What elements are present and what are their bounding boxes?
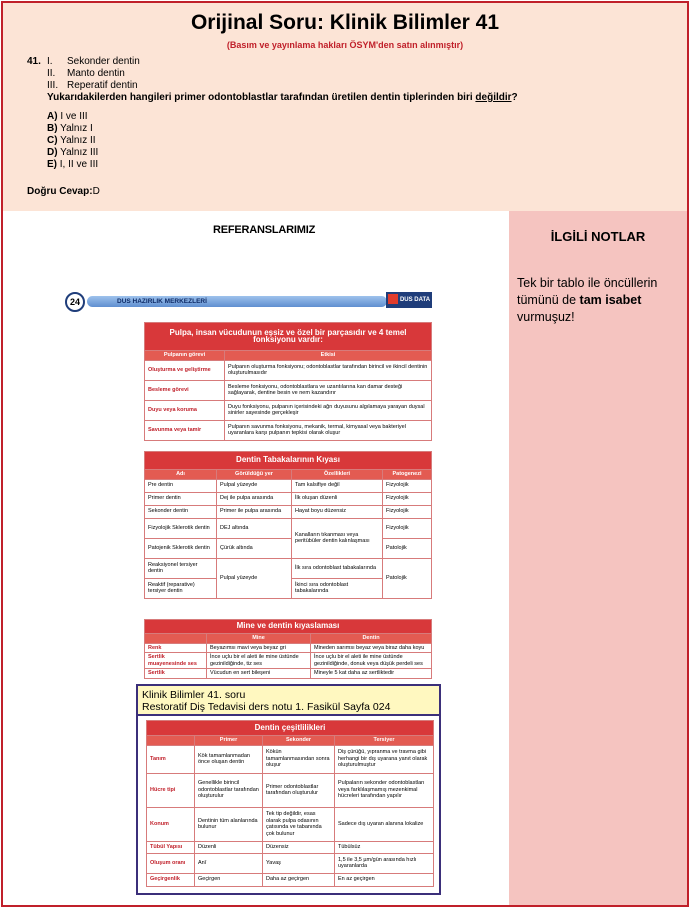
stem-text: Yukarıdakilerden hangileri primer odontoblastlar tarafından üretilen dentin tiplerinden biri (47, 92, 476, 103)
table-cell: Sekonder dentin (145, 505, 217, 518)
correct-answer (27, 186, 100, 197)
callout-header (138, 686, 439, 716)
table-cell: Geçirgen (195, 873, 263, 886)
table-cell: Mineyle 5 kat daha az sertliktedir (311, 669, 432, 679)
table-cell: Fizyolojik (383, 479, 432, 492)
pulp-functions-table (144, 322, 432, 441)
option-c (47, 135, 96, 146)
table-cell: Pulpaların sekonder odontoblastları veya farklılaşmamış mezenkimal hücreleri tarafından yapılır (335, 773, 434, 807)
callout-title: Klinik Bilimler 41. soru (142, 689, 246, 701)
table-cell: Fizyolojik (383, 518, 432, 538)
row-label: Geçirgenlik (147, 873, 195, 886)
enamel-dentin-table-wrap (144, 619, 432, 683)
table-cell: Primer ile pulpa arasında (217, 505, 292, 518)
table-cell: Fizyolojik Sklerotik dentin (145, 518, 217, 538)
notes-text (517, 275, 681, 326)
copyright-notice: (Basım ve yayınlama hakları ÖSYM'den satın alınmıştır) (226, 40, 464, 50)
option-letter: D) (47, 147, 58, 158)
banner-text: DUS HAZIRLIK MERKEZLERİ (117, 298, 207, 305)
premise-numeral: I. (47, 56, 53, 67)
table-cell: Primer dentin (145, 492, 217, 505)
row-label: Besleme görevi (145, 380, 225, 400)
table-cell: Reaksiyonel tersiyer dentin (145, 558, 217, 578)
premise-1 (47, 56, 140, 67)
table-cell: Tam kalsifiye değil (292, 479, 383, 492)
option-letter: A) (47, 111, 58, 122)
column-header (145, 634, 207, 644)
table-cell: Anî (195, 853, 263, 873)
table-cell: En az geçirgen (335, 873, 434, 886)
logo-mark-icon (388, 294, 398, 304)
table-cell: Primer odontoblastlar tarafından oluşturulur (263, 773, 335, 807)
table-cell: Diş çürüğü, yıpranma ve travma gibi herhangi bir dış uyarana yanıt olarak oluşturulmuştur (335, 745, 434, 773)
table-cell: İnce uçlu bir el aleti ile mine üstünde gezinildiğinde, tiz ses (207, 653, 311, 669)
table-title: Pulpa, insan vücudunun eşsiz ve özel bir parçasıdır ve 4 temel fonksiyonu vardır: (145, 323, 432, 351)
premise-numeral: III. (47, 80, 59, 91)
table-cell: Hayat boyu düzensiz (292, 505, 383, 518)
table-cell: Besleme fonksiyonu, odontoblastlara ve uzantılarına kan damar desteği sağlayarak, dentine besin ve nem kazandırır (225, 380, 432, 400)
column-header: Adı (145, 470, 217, 480)
book-page-number: 24 (65, 292, 85, 312)
premise-text: Sekonder dentin (67, 56, 140, 67)
option-text: I, II ve III (59, 159, 99, 170)
column-header: Pulpanın görevi (145, 351, 225, 361)
column-header: Sekonder (263, 736, 335, 746)
stem-end: ? (511, 92, 518, 103)
table-cell: Yavaş (263, 853, 335, 873)
stem-emphasis: değildir (475, 92, 512, 103)
column-header: Mine (207, 634, 311, 644)
reference-callout (136, 684, 441, 895)
row-label: Konum (147, 807, 195, 841)
table-cell: Beyazımsı mavi veya beyaz gri (207, 643, 311, 653)
table-cell: Sadece dış uyaran alanına lokalize (335, 807, 434, 841)
premise-numeral: II. (47, 68, 56, 79)
table-cell: Fizyolojik (383, 492, 432, 505)
column-header: Özellikleri (292, 470, 383, 480)
option-letter: C) (47, 135, 58, 146)
option-letter: B) (47, 123, 58, 134)
option-text: I ve III (60, 111, 88, 122)
table-cell: Pulpanın oluşturma fonksiyonu; odontoblastlar tarafından birincil ve ikincil dentinin oluşturulmasıdır (225, 360, 432, 380)
table-cell: Genellikle birincil odontoblastlar tarafından oluşturulur (195, 773, 263, 807)
column-header: Patogenezi (383, 470, 432, 480)
row-label: Sertlik muayenesinde ses (145, 653, 207, 669)
table-title: Mine ve dentin kıyaslaması (145, 620, 432, 634)
enamel-dentin-table (144, 619, 432, 679)
table-cell: Pulpal yüzeyde (217, 479, 292, 492)
notes-text-start: Tek bir tablo ile öncüllerin tümünü de (517, 276, 658, 307)
table-cell: Dej ile pulpa arasında (217, 492, 292, 505)
row-label: Oluşum oranı (147, 853, 195, 873)
page-title: Orijinal Soru: Klinik Bilimler 41 (190, 11, 500, 34)
row-label: Renk (145, 643, 207, 653)
table-title: Dentin Tabakalarının Kıyası (145, 452, 432, 470)
table-cell: İkinci sıra odontoblast tabakalarında (292, 578, 383, 598)
page-frame (1, 1, 689, 907)
option-e (47, 159, 98, 170)
answer-label: Doğru Cevap: (27, 186, 93, 197)
row-label: Sertlik (145, 669, 207, 679)
table-cell: Kanalların tıkanması veya peritübüler dentin kalınlaşması (292, 518, 383, 558)
column-header: Görüldüğü yer (217, 470, 292, 480)
question-panel (3, 3, 687, 211)
table-cell: İnce uçlu bir el aleti ile mine üstünde gezinildiğinde, donuk veya düşük perdeli ses (311, 653, 432, 669)
table-cell: Vücudun en sert bileşeni (207, 669, 311, 679)
option-d (47, 147, 98, 158)
dentin-types-table (146, 720, 434, 887)
notes-panel (509, 211, 687, 907)
notes-text-end: vurmuşuz! (517, 310, 575, 324)
table-cell: Reaktif (reparative) tersiyer dentin (145, 578, 217, 598)
table-cell: Dentinin tüm alanlarında bulunur (195, 807, 263, 841)
table-cell: Daha az geçirgen (263, 873, 335, 886)
option-b (47, 123, 93, 134)
question-number: 41. (27, 56, 41, 67)
row-label: Duyu veya koruma (145, 400, 225, 420)
table-cell: Düzenli (195, 841, 263, 853)
dentin-layers-table (144, 451, 432, 599)
column-header (147, 736, 195, 746)
premise-3 (47, 80, 138, 91)
row-label: Oluşturma ve geliştirme (145, 360, 225, 380)
row-label: Tübül Yapısı (147, 841, 195, 853)
table-cell: Kök tamamlanmadan önce oluşan dentin (195, 745, 263, 773)
table-cell: Patojenik Sklerotik dentin (145, 538, 217, 558)
option-a (47, 111, 88, 122)
logo-text: DUS DATA (399, 297, 431, 303)
callout-source: Restoratif Diş Tedavisi ders notu 1. Fasikül Sayfa 024 (142, 701, 391, 713)
option-letter: E) (47, 159, 57, 170)
column-header: Primer (195, 736, 263, 746)
table-cell: Patolojik (383, 538, 432, 558)
table-cell: Fizyolojik (383, 505, 432, 518)
table-cell: Duyu fonksiyonu, pulpanın içerisindeki ağrı duyusunu algılamaya yarayan duysal sinirler sayesinde gerçekleşir (225, 400, 432, 420)
premise-2 (47, 68, 125, 79)
table-cell: 1,5 ile 3,5 µm/gün arasında hızlı uyaranlarda (335, 853, 434, 873)
column-header: Etkisi (225, 351, 432, 361)
option-text: Yalnız I (60, 123, 93, 134)
table-cell: Mineden sarımsı beyaz veya biraz daha koyu (311, 643, 432, 653)
row-label: Hücre tipi (147, 773, 195, 807)
column-header: Dentin (311, 634, 432, 644)
premise-text: Manto dentin (67, 68, 125, 79)
table-cell: Pre dentin (145, 479, 217, 492)
answer-value: D (92, 186, 100, 197)
book-banner (87, 296, 387, 307)
column-header: Tersiyer (335, 736, 434, 746)
table-cell: Tek tip değildir, esas olarak pulpa odasının çatısında ve tabanında çok bulunur (263, 807, 335, 841)
option-text: Yalnız III (60, 147, 99, 158)
table-cell: İlk sıra odontoblast tabakalarında (292, 558, 383, 578)
row-label: Tanım (147, 745, 195, 773)
table-title: Dentin çeşitlilikleri (147, 721, 434, 736)
notes-title: İLGİLİ NOTLAR (550, 229, 646, 244)
table-cell: Patolojik (383, 558, 432, 598)
table-cell: Tübülsüz (335, 841, 434, 853)
table-cell: İlk oluşan düzenli (292, 492, 383, 505)
table-cell: Kökün tamamlanmasından sonra oluşur (263, 745, 335, 773)
table-cell: Çürük altında (217, 538, 292, 558)
premise-text: Reperatif dentin (67, 80, 138, 91)
book-logo (386, 292, 432, 308)
notes-highlight: tam isabet (579, 293, 642, 307)
question-stem (47, 92, 518, 103)
references-title: REFERANSLARIMIZ (213, 224, 316, 236)
option-text: Yalnız II (60, 135, 96, 146)
table-cell: DEJ altında (217, 518, 292, 538)
table-cell: Pulpanın savunma fonksiyonu, mekanik, termal, kimyasal veya bakteriyel uyaranlara karşı pulpanın tepkisi olarak oluşur (225, 420, 432, 440)
row-label: Savunma veya tamir (145, 420, 225, 440)
table-cell: Düzensiz (263, 841, 335, 853)
table-cell: Pulpal yüzeyde (217, 558, 292, 598)
